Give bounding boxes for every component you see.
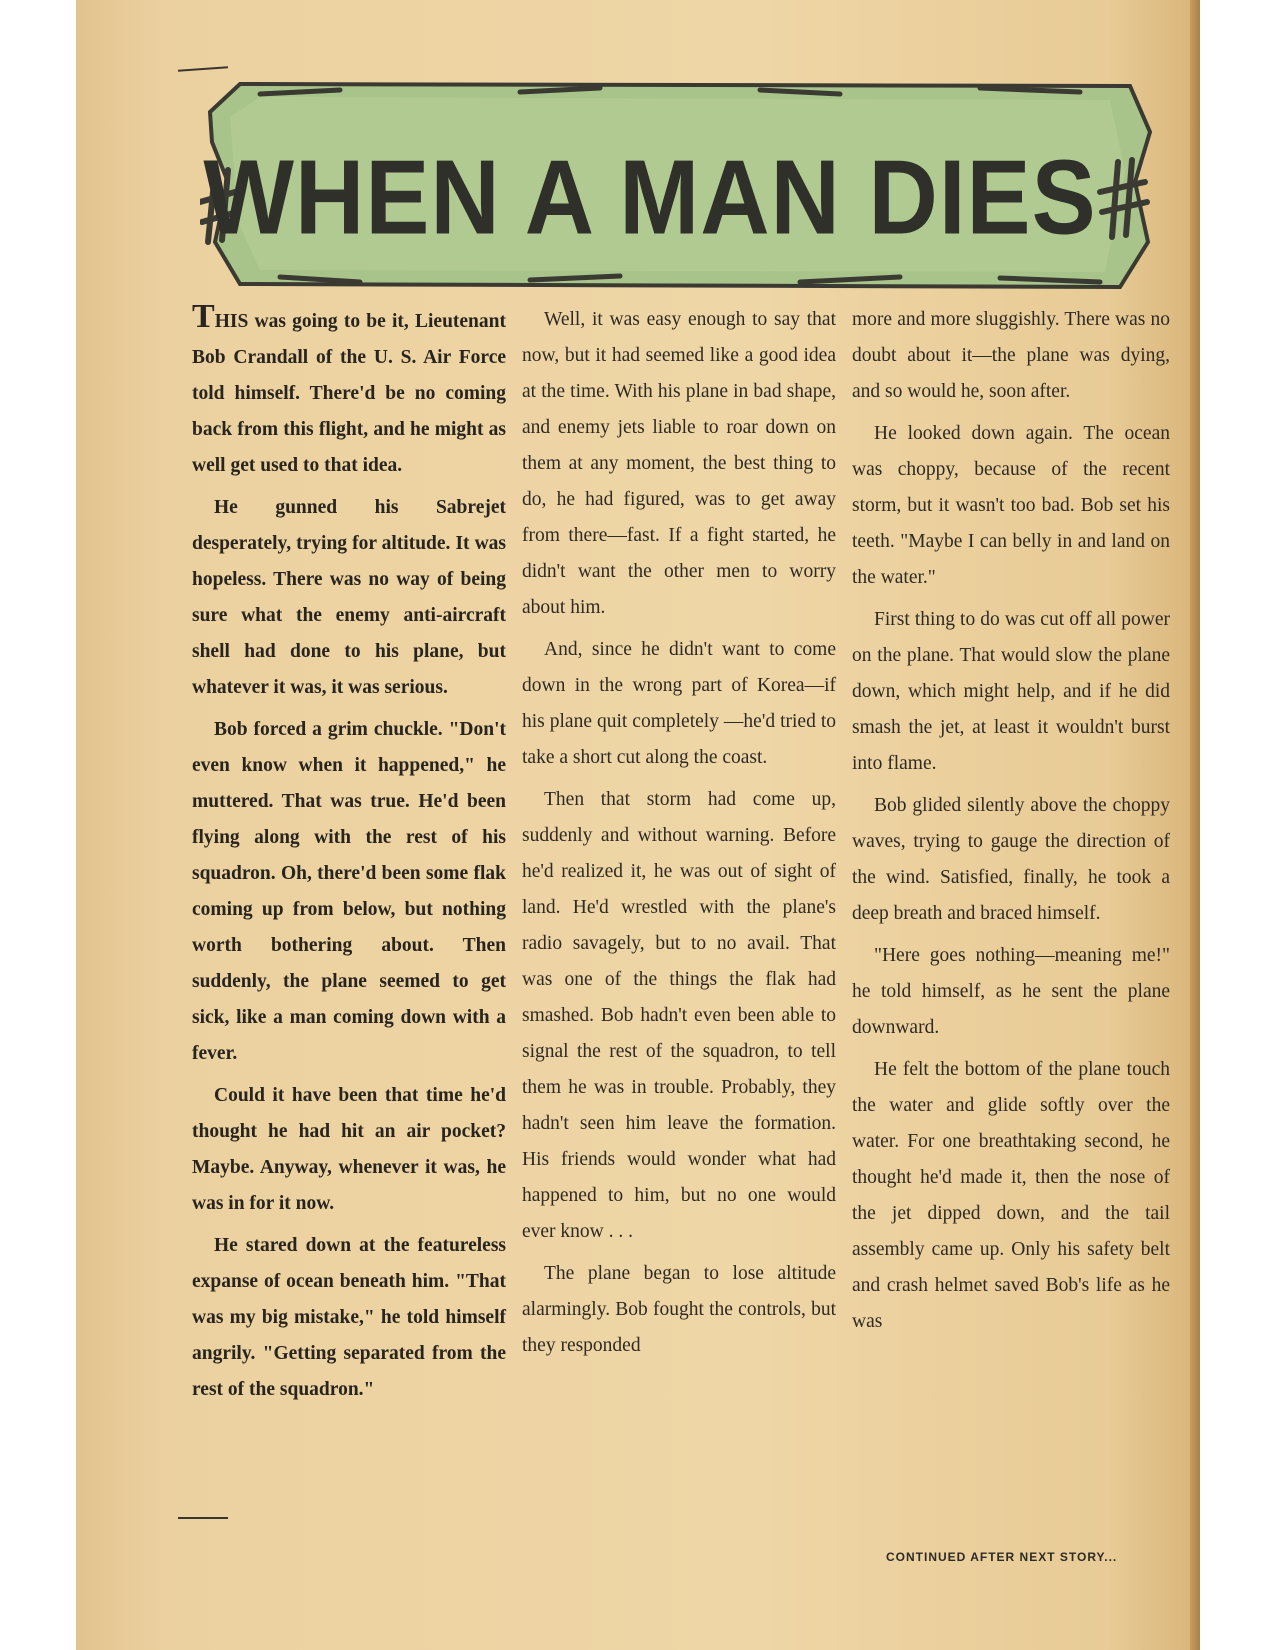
paragraph: First thing to do was cut off all power on the plane. That would slow the plane down, which might help, and if he did smash the jet, at least it wouldn't burst into flame. (852, 609, 1170, 774)
paragraph: He felt the bottom of the plane touch the water and glide softly over the water. For one breathtaking second, he thought he'd made it, then the nose of the jet dipped down, and the tail assembly came up. Only his safety belt and crash helmet saved Bob's life as he was (852, 1059, 1170, 1332)
paragraph: He stared down at the featureless expanse of ocean beneath him. "That was my big mistake," he told himself angrily. "Getting separated from the rest of the squadron." (192, 1235, 506, 1400)
paragraph: "Here goes nothing—meaning me!" he told himself, as he sent the plane downward. (852, 945, 1170, 1038)
paragraph: And, since he didn't want to come down in the wrong part of Korea—if his plane quit completely —he'd tried to take a short cut along the coast. (522, 639, 836, 768)
text-column-1 (192, 298, 506, 1414)
story-title: WHEN A MAN DIES (203, 139, 1097, 257)
text-column-2 (522, 302, 836, 1370)
paragraph: The plane began to lose altitude alarmingly. Bob fought the controls, but they responded (522, 1263, 836, 1356)
paragraph: Bob forced a grim chuckle. "Don't even know when it happened," he muttered. That was true. He'd been flying along with the rest of his squadron. Oh, there'd been some flak coming up from below, but nothing worth bothering about. Then suddenly, the plane seemed to get sick, like a man coming down with a fever. (192, 719, 506, 1064)
continued-note: CONTINUED AFTER NEXT STORY... (886, 1550, 1118, 1564)
paragraph: He gunned his Sabrejet desperately, trying for altitude. It was hopeless. There was no way of being sure what the enemy anti-aircraft shell had done to his plane, but whatever it was, it was serious. (192, 497, 506, 698)
paragraph: more and more sluggishly. There was no doubt about it—the plane was dying, and so would he, soon after. (852, 309, 1170, 402)
decorative-stroke (178, 1517, 228, 1519)
paragraph: Well, it was easy enough to say that now, but it had seemed like a good idea at the time. With his plane in bad shape, and enemy jets liable to roar down on them at any moment, the best thing to do, he had figured, was to get away from there—fast. If a fight started, he didn't want the other men to worry about him. (522, 309, 836, 618)
paragraph: THIS was going to be it, Lieutenant Bob Crandall of the U. S. Air Force told himself. There'd be no coming back from this flight, and he might as well get used to that idea. (192, 298, 506, 476)
paragraph: He looked down again. The ocean was choppy, because of the recent storm, but it wasn't too bad. Bob set his teeth. "Maybe I can belly in and land on the water." (852, 423, 1170, 588)
page-spine (1190, 0, 1200, 1650)
text-column-3 (852, 302, 1170, 1346)
paragraph: Could it have been that time he'd thought he had hit an air pocket? Maybe. Anyway, whenever it was, he was in for it now. (192, 1085, 506, 1214)
paragraph: Then that storm had come up, suddenly and without warning. Before he'd realized it, he was out of sight of land. He'd wrestled with the plane's radio savagely, but to no avail. That was one of the things the flak had smashed. Bob hadn't even been able to signal the rest of the squadron, to tell them he was in trouble. Probably, they hadn't seen him leave the formation. His friends would wonder what had happened to him, but no one would ever know . . . (522, 789, 836, 1242)
paragraph: Bob glided silently above the choppy waves, trying to gauge the direction of the wind. Satisfied, finally, he took a deep breath and braced himself. (852, 795, 1170, 924)
drop-cap: T (192, 298, 215, 335)
